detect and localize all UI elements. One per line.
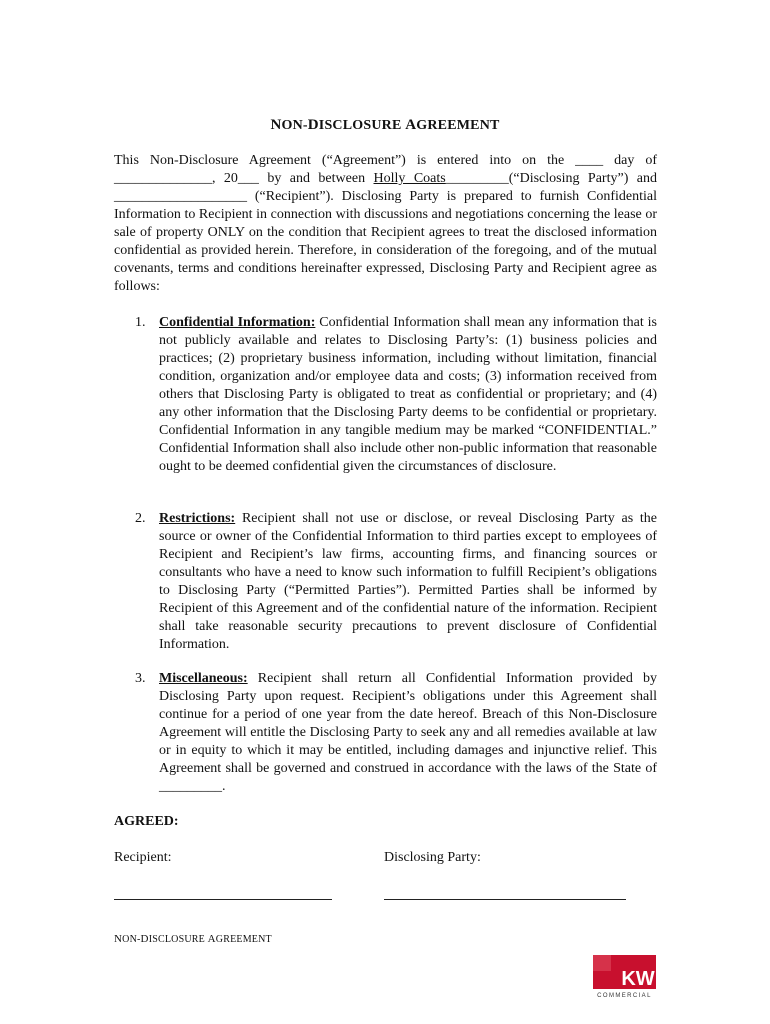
section-heading: Confidential Information: — [159, 315, 316, 330]
section-restrictions — [135, 510, 657, 654]
logo-accent-block — [593, 955, 611, 971]
disclosing-party-name: Holly Coats — [373, 171, 446, 186]
recipient-label: Recipient: — [114, 850, 172, 865]
section-number: 3. — [135, 671, 146, 686]
section-miscellaneous — [135, 670, 657, 796]
recipient-signature-line[interactable] — [114, 899, 332, 900]
page-footer: NON-DISCLOSURE AGREEMENT — [114, 933, 272, 945]
disclosing-party-label: Disclosing Party: — [384, 850, 481, 865]
section-number: 2. — [135, 511, 146, 526]
section-body: Recipient shall return all Confidential Information provided by Disclosing Party upon request. Recipient’s obligations under this Agreement shall continue for a period of one year from the date hereof. Breach of this Non-Disclosure Agreement will entitle the Disclosing Party to seek any and all remedies available at law or in equity to which it may be entitled, including damages and injunctive relief. This Agreement shall be governed and construed in accordance with the laws of the State of _________. — [159, 671, 657, 794]
section-heading: Restrictions: — [159, 511, 236, 526]
section-body: Recipient shall not use or disclose, or reveal Disclosing Party as the source or owner of the Confidential Information to third parties except to employees of Recipient and Recipient’s law firms, accounting firms, and financing sources or consultants who have a need to know such information to fulfill Recipient’s obligations to Disclosing Party (“Permitted Parties”). Permitted Parties shall be informed by Recipient of this Agreement and of the confidential nature of the information. Recipient shall take reasonable security precautions to prevent disclosure of Confidential Information. — [159, 511, 657, 652]
agreed-heading: AGREED: — [114, 814, 179, 829]
document-title: NON-DISCLOSURE AGREEMENT — [270, 117, 500, 133]
section-body: Confidential Information shall mean any information that is not publicly available and relates to Disclosing Party’s: (1) business policies and practices; (2) proprietary business information, including without limitation, financial condition, organization and/or employee data and costs; (3) information received from others that Disclosing Party is obligated to treat as confidential or proprietary; and (4) any other information that the Disclosing Party deems to be confidential or proprietary. Confidential Information in any tangible medium may be marked “CONFIDENTIAL.” Confidential Information shall also include other non-public information that reasonable ought to be deemed confidential given the circumstances of disclosure. — [159, 315, 657, 474]
section-heading: Miscellaneous: — [159, 671, 248, 686]
logo-commercial-text: COMMERCIAL — [597, 993, 652, 999]
intro-paragraph: This Non-Disclosure Agreement (“Agreement”) is entered into on the ____ day of ______________, 20___ by and between Holly Coats_________(“Disclosing Party”) and ___________________ (“Recipient”). Disclosing Party is prepared to furnish Confidential Information to Recipient in connection with discussions and negotiations concerning the lease or sale of property ONLY on the condition that Recipient agrees to treat the disclosed information confidential as provided herein. Therefore, in consideration of the foregoing, and of the mutual covenants, terms and conditions hereinafter expressed, Disclosing Party and Recipient agree as follows: — [114, 153, 658, 294]
logo-kw-text: KW — [621, 968, 655, 990]
kw-commercial-logo — [591, 953, 658, 999]
section-confidential-information — [135, 314, 657, 476]
disclosing-party-signature-line[interactable] — [384, 899, 626, 900]
section-number: 1. — [135, 315, 146, 330]
